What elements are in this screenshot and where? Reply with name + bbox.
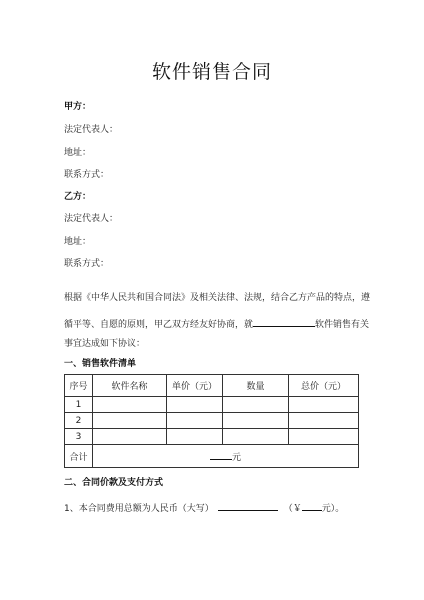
clause-2-1-mid: （￥ [283,504,302,514]
cell-software-name[interactable] [93,413,167,429]
intro-line-1: 根据《中华人民共和国合同法》及相关法律、法规，结合乙方产品的特点，遵 [64,293,371,303]
amount-uppercase-blank[interactable] [218,500,278,511]
cell-unit-price[interactable] [167,413,223,429]
intro-line-2-post: 软件销售有关 [315,320,370,330]
software-name-blank[interactable] [253,316,315,327]
table-total-row [65,445,359,468]
party-b-address-label: 地址： [64,237,92,247]
cell-quantity[interactable] [223,397,289,413]
row-index: 2 [65,413,93,429]
clause-2-1-post: 元）。 [321,504,345,514]
row-index: 3 [65,429,93,445]
table-row [65,397,359,413]
col-header-quantity: 数量 [223,375,289,397]
col-header-index: 序号 [65,375,93,397]
total-amount-blank[interactable] [210,449,232,460]
intro-line-2-pre: 循平等、自愿的原则，甲乙双方经友好协商，就 [64,320,254,330]
amount-numeric-blank[interactable] [302,500,322,511]
cell-software-name[interactable] [93,397,167,413]
total-amount-cell [93,445,359,468]
cell-unit-price[interactable] [167,429,223,445]
intro-line-3: 事宜达成如下协议： [64,339,146,349]
cell-quantity[interactable] [223,429,289,445]
cell-quantity[interactable] [223,413,289,429]
clause-2-1-pre: 1、本合同费用总额为人民币（大写） [64,504,214,514]
cell-unit-price[interactable] [167,397,223,413]
party-a-address-label: 地址： [64,148,92,158]
party-b-rep-label: 法定代表人： [64,214,119,224]
table-header-row [65,375,359,397]
col-header-unit-price: 单价（元） [167,375,223,397]
col-header-software-name: 软件名称 [93,375,167,397]
row-index: 1 [65,397,93,413]
clause-2-1 [64,500,344,515]
contract-title: 软件销售合同 [151,61,272,83]
total-unit: 元 [231,453,241,463]
col-header-total-price: 总价（元） [289,375,359,397]
cell-total-price[interactable] [289,429,359,445]
party-a-contact-label: 联系方式： [64,170,110,180]
party-a-rep-label: 法定代表人： [64,125,119,135]
software-list-table [64,374,359,468]
cell-total-price[interactable] [289,397,359,413]
party-b-label: 乙方： [64,192,92,202]
intro-line-2 [64,316,369,331]
table-row [65,429,359,445]
section-2-heading: 二、合同价款及支付方式 [64,478,164,488]
section-1-heading: 一、销售软件清单 [64,359,137,369]
party-b-contact-label: 联系方式： [64,259,110,269]
cell-software-name[interactable] [93,429,167,445]
party-a-label: 甲方： [64,102,92,112]
table-row [65,413,359,429]
cell-total-price[interactable] [289,413,359,429]
total-label: 合计 [65,445,93,468]
